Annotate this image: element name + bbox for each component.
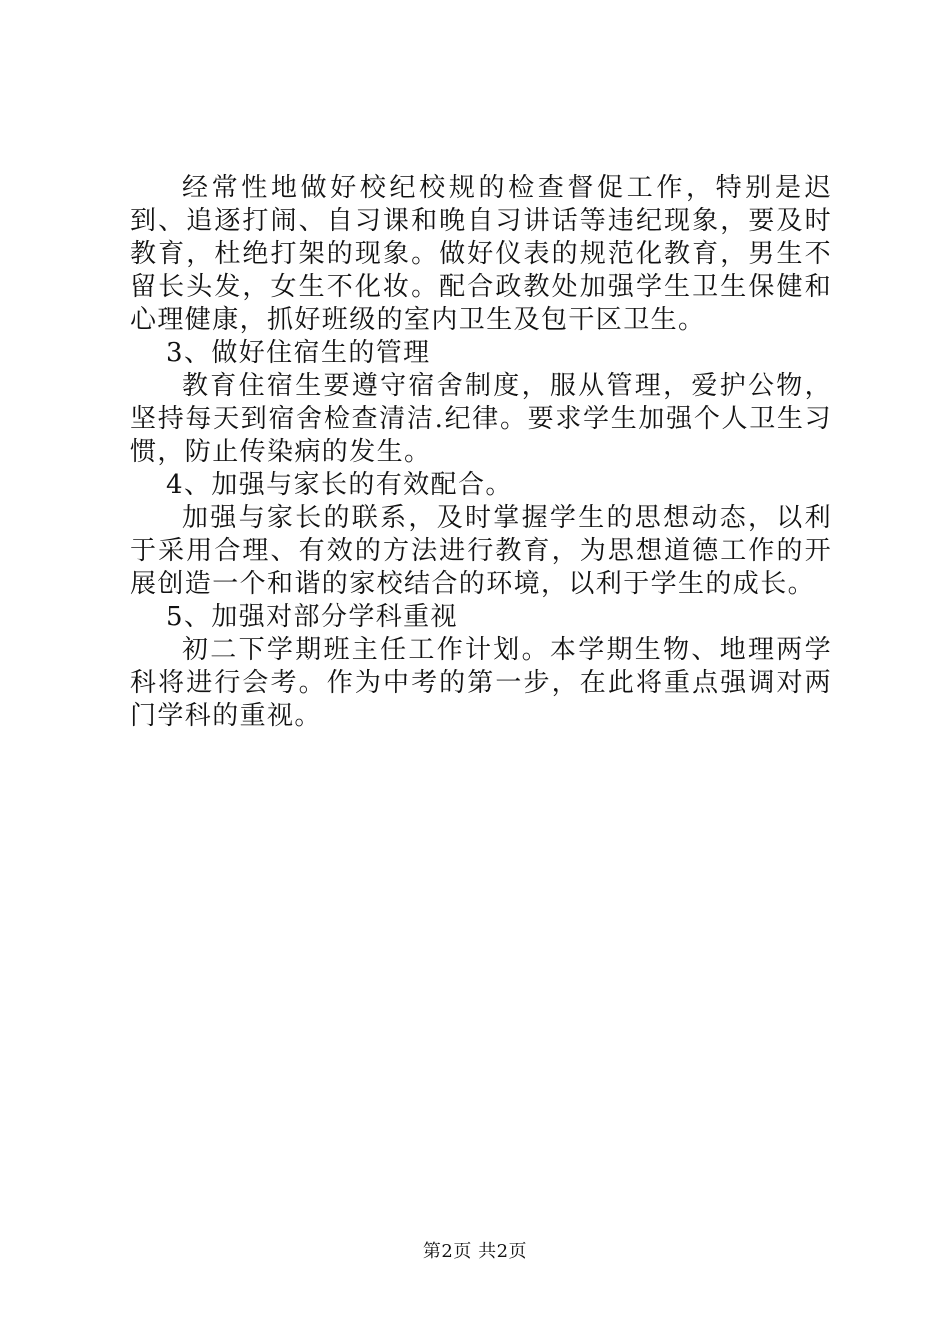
paragraph-subjects: 初二下学期班主任工作计划。本学期生物、地理两学科将进行会考。作为中考的第一步，在此将重点强调对两门学科的重视。 bbox=[130, 635, 832, 731]
page-number-footer: 第2页 共2页 bbox=[422, 1241, 528, 1262]
paragraph-parents: 加强与家长的联系，及时掌握学生的思想动态，以利于采用合理、有效的方法进行教育，为思想道德工作的开展创造一个和谐的家校结合的环境，以利于学生的成长。 bbox=[130, 503, 832, 599]
heading-subjects: 5、加强对部分学科重视 bbox=[166, 602, 458, 632]
heading-parents: 4、加强与家长的有效配合。 bbox=[166, 470, 513, 500]
paragraph-dormitory: 教育住宿生要遵守宿舍制度，服从管理，爱护公物，坚持每天到宿舍检查清洁.纪律。要求学生加强个人卫生习惯，防止传染病的发生。 bbox=[130, 371, 832, 467]
paragraph-discipline: 经常性地做好校纪校规的检查督促工作，特别是迟到、追逐打闹、自习课和晚自习讲话等违纪现象，要及时教育，杜绝打架的现象。做好仪表的规范化教育，男生不留长头发，女生不化妆。配合政教处加强学生卫生保健和心理健康，抓好班级的室内卫生及包干区卫生。 bbox=[130, 173, 832, 335]
heading-dormitory: 3、做好住宿生的管理 bbox=[166, 338, 431, 368]
document-body bbox=[130, 172, 832, 733]
